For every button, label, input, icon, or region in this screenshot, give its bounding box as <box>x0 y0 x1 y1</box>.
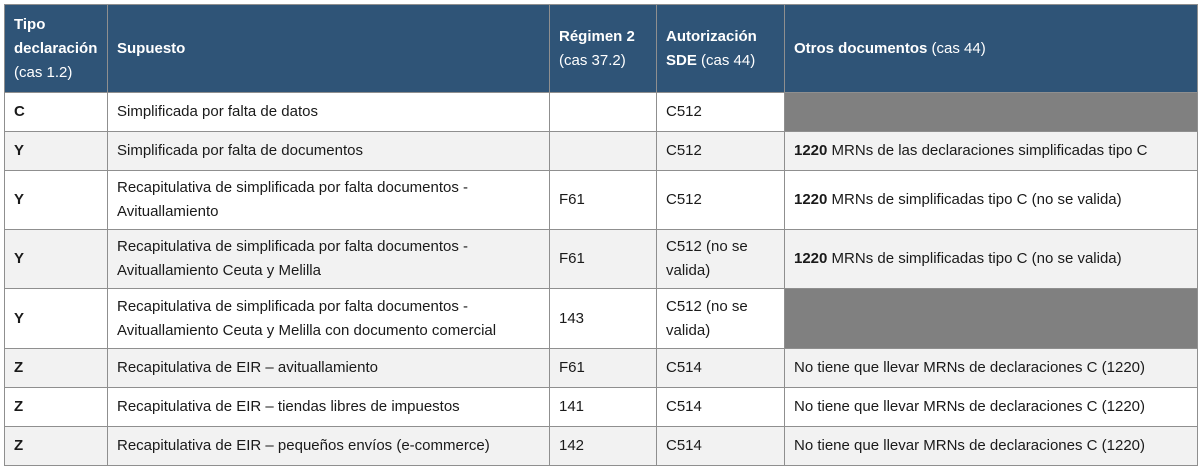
doc-code: 1220 <box>794 191 828 208</box>
cell-supuesto: Recapitulativa de EIR – pequeños envíos (e-commerce) <box>108 427 550 466</box>
cell-otros-documentos-empty <box>785 93 1198 132</box>
doc-description: No tiene que llevar MRNs de declaraciones C (1220) <box>794 398 1146 415</box>
cell-regimen: 141 <box>550 388 657 427</box>
doc-description: No tiene que llevar MRNs de declaraciones C (1220) <box>794 437 1146 454</box>
cell-autorizacion: C512 <box>657 93 785 132</box>
cell-otros-documentos-empty <box>785 289 1198 349</box>
cell-otros-documentos <box>785 230 1198 289</box>
cell-otros-documentos <box>785 388 1198 427</box>
cell-supuesto: Recapitulativa de EIR – avituallamiento <box>108 349 550 388</box>
table-row <box>5 388 1198 427</box>
cell-regimen: F61 <box>550 171 657 230</box>
header-supuesto: Supuesto <box>108 5 550 93</box>
cell-supuesto: Recapitulativa de simplificada por falta documentos - Avituallamiento <box>108 171 550 230</box>
cell-supuesto: Recapitulativa de EIR – tiendas libres de impuestos <box>108 388 550 427</box>
cell-tipo: Y <box>5 230 108 289</box>
cell-tipo: Y <box>5 289 108 349</box>
cell-tipo: Z <box>5 427 108 466</box>
header-autorizacion: Autorización SDE (cas 44) <box>657 5 785 93</box>
header-regimen: Régimen 2 (cas 37.2) <box>550 5 657 93</box>
doc-code: 1220 <box>794 250 828 267</box>
cell-supuesto: Simplificada por falta de datos <box>108 93 550 132</box>
cell-regimen: F61 <box>550 349 657 388</box>
table-row <box>5 93 1198 132</box>
cell-tipo: Y <box>5 171 108 230</box>
cell-regimen <box>550 132 657 171</box>
doc-description: MRNs de simplificadas tipo C (no se valida) <box>827 191 1122 208</box>
doc-description: No tiene que llevar MRNs de declaraciones C (1220) <box>794 359 1146 376</box>
header-tipo-declaracion: Tipo declaración (cas 1.2) <box>5 5 108 93</box>
doc-description: MRNs de simplificadas tipo C (no se valida) <box>827 250 1122 267</box>
cell-regimen: F61 <box>550 230 657 289</box>
cell-autorizacion: C514 <box>657 388 785 427</box>
cell-regimen: 142 <box>550 427 657 466</box>
cell-tipo: Z <box>5 388 108 427</box>
cell-tipo: Z <box>5 349 108 388</box>
cell-autorizacion: C512 (no se valida) <box>657 289 785 349</box>
table-row <box>5 349 1198 388</box>
doc-description: MRNs de las declaraciones simplificadas tipo C <box>827 142 1148 159</box>
declaration-types-table <box>4 4 1198 466</box>
cell-supuesto: Recapitulativa de simplificada por falta documentos - Avituallamiento Ceuta y Melilla con documento comercial <box>108 289 550 349</box>
cell-autorizacion: C512 <box>657 132 785 171</box>
cell-autorizacion: C512 (no se valida) <box>657 230 785 289</box>
table-row <box>5 171 1198 230</box>
cell-otros-documentos <box>785 427 1198 466</box>
table-row <box>5 427 1198 466</box>
cell-regimen <box>550 93 657 132</box>
cell-autorizacion: C512 <box>657 171 785 230</box>
cell-tipo: Y <box>5 132 108 171</box>
table-row <box>5 289 1198 349</box>
cell-autorizacion: C514 <box>657 349 785 388</box>
cell-otros-documentos <box>785 349 1198 388</box>
cell-supuesto: Simplificada por falta de documentos <box>108 132 550 171</box>
table-row <box>5 132 1198 171</box>
cell-regimen: 143 <box>550 289 657 349</box>
cell-otros-documentos <box>785 132 1198 171</box>
doc-code: 1220 <box>794 142 828 159</box>
cell-otros-documentos <box>785 171 1198 230</box>
cell-tipo: C <box>5 93 108 132</box>
header-otros-documentos: Otros documentos (cas 44) <box>785 5 1198 93</box>
table-row <box>5 230 1198 289</box>
table-header-row <box>5 5 1198 93</box>
cell-autorizacion: C514 <box>657 427 785 466</box>
cell-supuesto: Recapitulativa de simplificada por falta documentos - Avituallamiento Ceuta y Melilla <box>108 230 550 289</box>
